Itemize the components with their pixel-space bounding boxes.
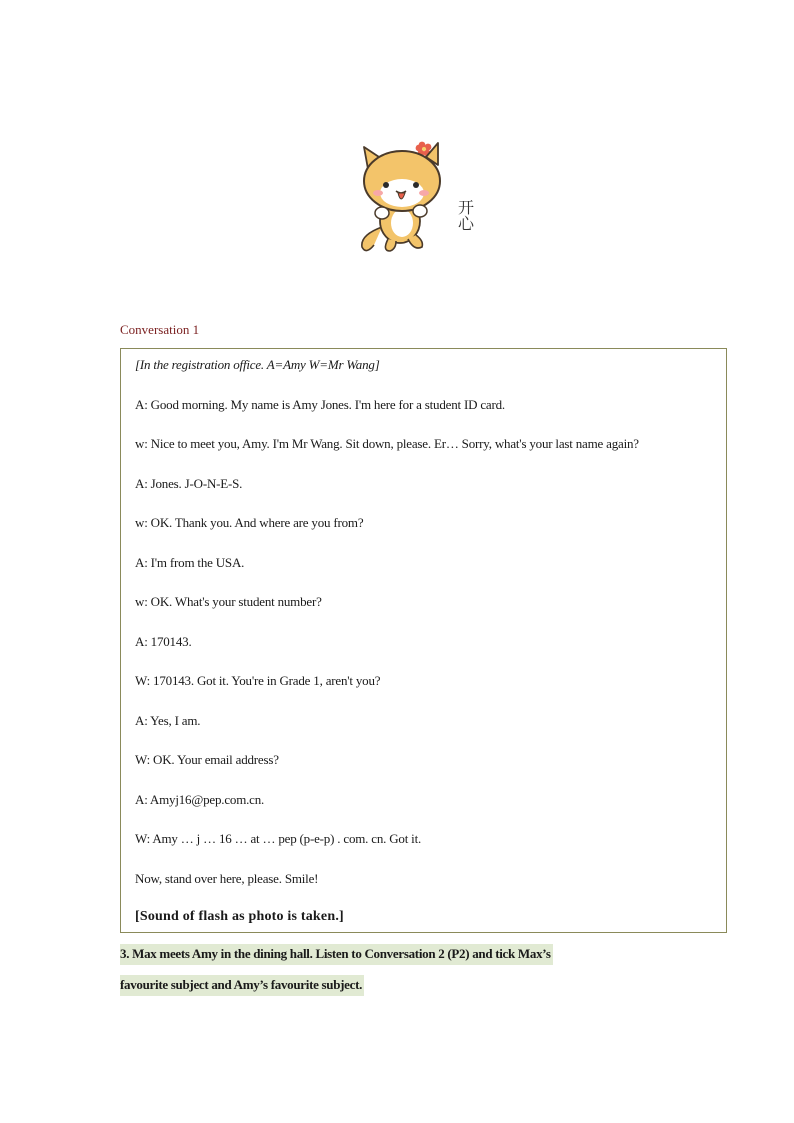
dialogue-line: W: OK. Your email address? xyxy=(135,752,279,767)
dialogue-line: w: OK. What's your student number? xyxy=(135,594,322,609)
dialogue-line: w: Nice to meet you, Amy. I'm Mr Wang. Sit down, please. Er… Sorry, what's your last name again? xyxy=(135,436,639,451)
dialogue-line: A: Jones. J-O-N-E-S. xyxy=(135,476,243,491)
dialogue-line-scene: [In the registration office. A=Amy W=Mr Wang] xyxy=(135,357,380,372)
dialogue-line: A: Amyj16@pep.com.cn. xyxy=(135,792,265,807)
dialogue-line: w: OK. Thank you. And where are you from? xyxy=(135,515,364,530)
dialogue-line: A: Yes, I am. xyxy=(135,713,201,728)
dialogue-box xyxy=(120,348,727,933)
dialogue-line: A: I'm from the USA. xyxy=(135,555,245,570)
mascot-caption: 开心 xyxy=(455,199,475,231)
dialogue-line: W: Amy … j … 16 … at … pep (p-e-p) . com. cn. Got it. xyxy=(135,831,422,846)
task-instruction-line-1: 3. Max meets Amy in the dining hall. Listen to Conversation 2 (P2) and tick Max’s xyxy=(120,944,553,965)
conversation-heading: Conversation 1 xyxy=(120,322,200,337)
dialogue-line: A: Good morning. My name is Amy Jones. I'm here for a student ID card. xyxy=(135,397,505,412)
dialogue-line: W: 170143. Got it. You're in Grade 1, aren't you? xyxy=(135,673,381,688)
dialogue-line-sound-effect: [Sound of flash as photo is taken.] xyxy=(135,909,344,924)
task-instruction-line-2: favourite subject and Amy’s favourite subject. xyxy=(120,975,364,996)
dialogue-line: A: 170143. xyxy=(135,634,192,649)
dialogue-line: Now, stand over here, please. Smile! xyxy=(135,871,319,886)
happy-cat-mascot-icon xyxy=(352,135,480,257)
